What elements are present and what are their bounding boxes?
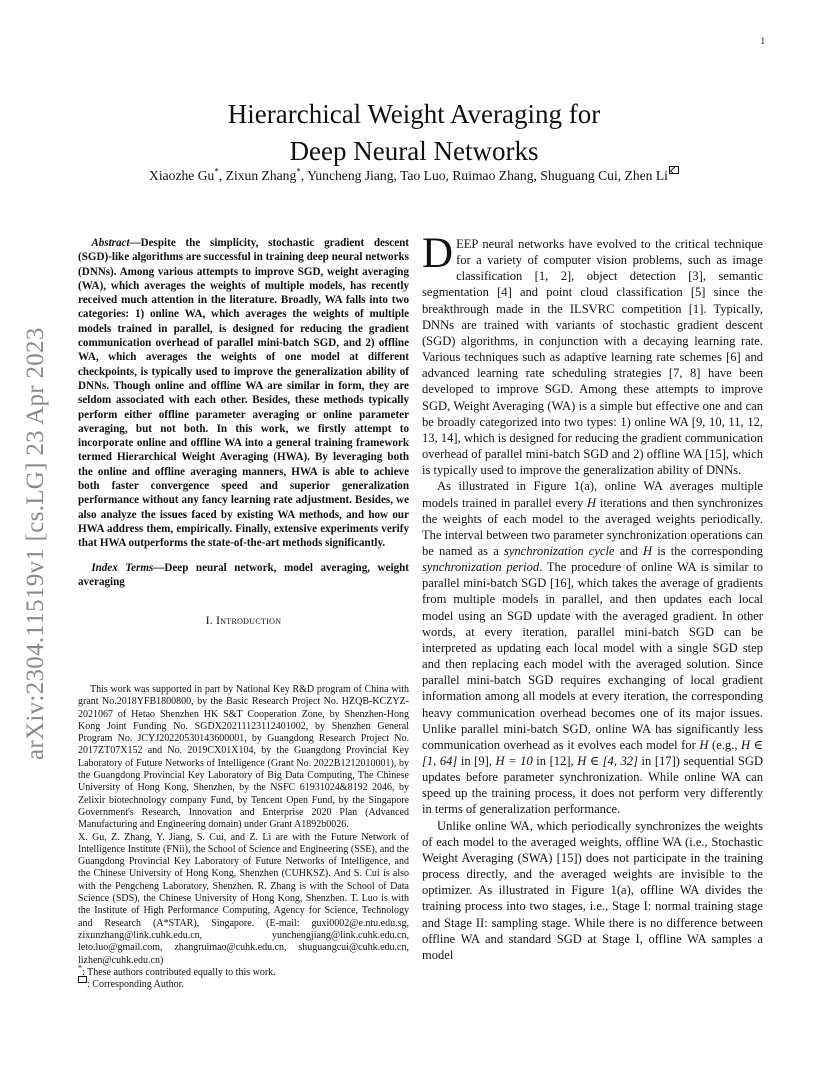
author-2: Zixun Zhang (225, 168, 297, 183)
equal-contribution-mark: * (296, 166, 301, 177)
equal-contribution-mark: * (214, 166, 219, 177)
math-expression: H ∈ [4, 32] (577, 754, 638, 768)
title-line-2: Deep Neural Networks (289, 136, 539, 167)
page-number: 1 (760, 36, 765, 46)
envelope-icon (669, 166, 679, 174)
section-heading (78, 615, 409, 627)
abstract (78, 236, 409, 551)
author-1: Xiaozhe Gu (149, 168, 215, 183)
abstract-label: Abstract (91, 237, 130, 249)
other-authors: Yuncheng Jiang, Tao Luo, Ruimao Zhang, Shuguang Cui, Zhen Li (307, 168, 668, 183)
paper-title (0, 96, 828, 170)
equal-contribution-text: : These authors contributed equally to this work. (82, 966, 276, 978)
index-terms-label: Index Terms (91, 561, 154, 574)
text-run: is the corresponding (652, 543, 764, 558)
corresponding-author-text: : Corresponding Author. (87, 979, 184, 991)
left-column (63, 236, 409, 627)
term-synchronization-cycle: synchronization cycle (503, 543, 615, 558)
math-expression: H ∈ [1, 64] (422, 737, 763, 768)
text-run: in [12], (532, 754, 578, 768)
equal-contribution-footnote (78, 963, 409, 979)
author-list: Xiaozhe Gu*, Zixun Zhang*, Yuncheng Jiang, Tao Luo, Ruimao Zhang, Shuguang Cui, Zhen Li (0, 168, 828, 184)
corresponding-author-footnote (78, 979, 409, 991)
text-run: and (614, 543, 643, 558)
text-run: in [9], (457, 754, 496, 768)
arxiv-identifier[interactable]: arXiv:2304.11519v1 [cs.LG] 23 Apr 2023 (22, 327, 49, 760)
text-run: iterations and then synchronizes the weights of each model to the averaged weights periodically. The interval between two parameter synchronization operations can be named as a (422, 495, 763, 558)
funding-footnote: This work was supported in part by National Key R&D program of China with grant No.2018YFB1800800, by the Basic Research Project No. HZQB-KCZYZ-2021067 of Hetao Shenzhen HK S&T Cooperation Zone, by Shenzhen-Hong Kong Joint Funding No. SGDX20211123112401002, by Shenzhen General Program No. JCYJ20220530143600001, by Guangdong Research Project No. 2017ZT07X152 and No. 2019CX01X104, by the Guangdong Provincial Key Laboratory of Future Networks of Intelligence (Grant No. 2022B1212010001), by the Guangdong Provincial Key Laboratory of Big Data Computing, The Chinese University of Hong Kong, Shenzhen, by the NSFC 61931024&8192 2046, by Zelixir biotechnology company Fund, by Tencent Open Fund, by the Singapore Government's Research, Innovation and Enterprise 2020 Plan (Advanced Manufacturing and Engineering domain) under Grant A1892b0026. (78, 684, 409, 831)
intro-paragraph-1-text: EEP neural networks have evolved to the critical technique for a variety of computer vision problems, such as image classification [1, 2], object detection [3], semantic segmentation [4] and point cloud classification [5] since the breakthrough made in the ILSVRC competition [1]. Typically, DNNs are trained with variants of stochastic gradient descent (SGD) algorithms, in conjunction with a decaying learning rate. Various techniques such as adaptive learning rate schemes [6] and advanced learning rate scheduling strategies [7, 8] have been developed to improve SGD. Among these attempts to improve SGD, Weight Averaging (WA) is a simple but effective one and can be broadly categorized into two types: 1) online WA [9, 10, 11, 12, 13, 14], which is designed for reducing the gradient communication overhead of parallel mini-batch SGD and 2) offline WA [15], which is typically used to improve the generalization ability of DNNs. (422, 237, 763, 478)
index-terms-text: —Deep neural network, model averaging, weight averaging (78, 561, 409, 588)
abstract-text: —Despite the simplicity, stochastic gradient descent (SGD)-like algorithms are successful in training deep neural networks (DNNs). Among various attempts to improve SGD, weight averaging (WA), which averages the weights of multiple models, has recently received much attention in the literature. Broadly, WA falls into two categories: 1) online WA, which averages the weights of multiple models trained in parallel, is designed for reducing the gradient communication overhead of parallel mini-batch SGD, and 2) offline WA, which averages the weights of one model at different checkpoints, is typically used to improve the generalization ability of DNNs. Though online and offline WA are similar in form, they are seldom associated with each other. Besides, these methods typically perform either offline parameter averaging or online parameter averaging, but not both. In this work, we firstly attempt to incorporate online and offline WA into a general training framework termed Hierarchical Weight Averaging (HWA). By leveraging both the online and offline averaging manners, HWA is able to achieve both faster convergence speed and superior generalization performance without any fancy learning rate adjustment. Besides, we also analyze the issues faced by existing WA methods, and how our HWA address them, empirically. Finally, extensive experiments verify that HWA outperforms the state-of-the-art methods significantly. (78, 237, 409, 550)
section-title: Introduction (216, 615, 282, 628)
term-synchronization-period: synchronization period (422, 560, 540, 575)
text-run: in [17]) sequential SGD updates before parameter synchronization. While online WA can speed up the training process, it does not perform very differently in terms of generalization performance. (422, 754, 764, 817)
envelope-icon (78, 976, 87, 983)
intro-paragraph-3: Unlike online WA, which periodically synchronizes the weights of each model to the averaged weights, offline WA (i.e., Stochastic Weight Averaging (SWA) [15]) does not participate in the training process directly, and the averaged weights are invisible to the optimizer. As illustrated in Figure 1(a), offline WA divides the training process into two stages, i.e., Stage I: normal training stage and Stage II: sampling stage. While there is no difference between offline WA and standard SGD at Stage I, offline WA samples a model (422, 818, 763, 962)
text-run: . The procedure of online WA is similar to parallel mini-batch SGD [16], which takes the average of gradients from multiple models in parallel, and then updates each local model using an SGD update with the averaged gradient. In other words, at every iteration, parallel mini-batch SGD can be interpreted as updating each local model with a single SGD step and then replacing each model with the averaged solution. Since parallel mini-batch SGD requires exchanging of local gradient information among all models at every iteration, the corresponding heavy communication overhead becomes one of its major issues. Unlike parallel mini-batch SGD, online WA has significantly less communication overhead as it evolves each model for (422, 560, 763, 752)
text-run: (e.g., (708, 737, 742, 752)
math-expression: H = 10 (495, 754, 533, 768)
right-column (422, 230, 764, 963)
drop-cap: D (422, 230, 454, 277)
footnotes (78, 684, 409, 991)
asterisk-mark: * (78, 963, 82, 973)
title-line-1: Hierarchical Weight Averaging for (227, 99, 601, 130)
text-run: As illustrated in Figure 1(a), online WA averages multiple models trained in parallel every (422, 479, 763, 510)
math-variable: H (587, 495, 597, 510)
math-variable: H (699, 737, 709, 752)
section-number: I. (205, 615, 213, 628)
index-terms (78, 561, 409, 590)
affiliation-footnote: X. Gu, Z. Zhang, Y. Jiang, S. Cui, and Z. Li are with the Future Network of Intelligence Institute (FNii), the School of Science and Engineering (SSE), and the Guangdong Provincial Key Laboratory of Future Networks of Intelligence, and the Chinese University of Hong Kong, Shenzhen (CUHKSZ). And S. Cui is also with the Pengcheng Laboratory, Shenzhen. R. Zhang is with the School of Data Science (SDS), the Chinese University of Hong Kong, Shenzhen. T. Luo is with the Institute of High Performance Computing, Agency for Science, Technology and Research (A*STAR), Singapore. (E-mail: guxi0002@e.ntu.edu.sg, zixunzhang@link.cuhk.edu.cn, yunchengjiang@link.cuhk.edu.cn, leto.luo@gmail.com, zhangruimao@cuhk.edu.cn, shuguangcui@cuhk.edu.cn, lizhen@cuhk.edu.cn) (78, 831, 409, 966)
intro-paragraph-1 (422, 230, 763, 478)
intro-paragraph-2 (422, 478, 763, 817)
math-variable: H (643, 543, 653, 558)
